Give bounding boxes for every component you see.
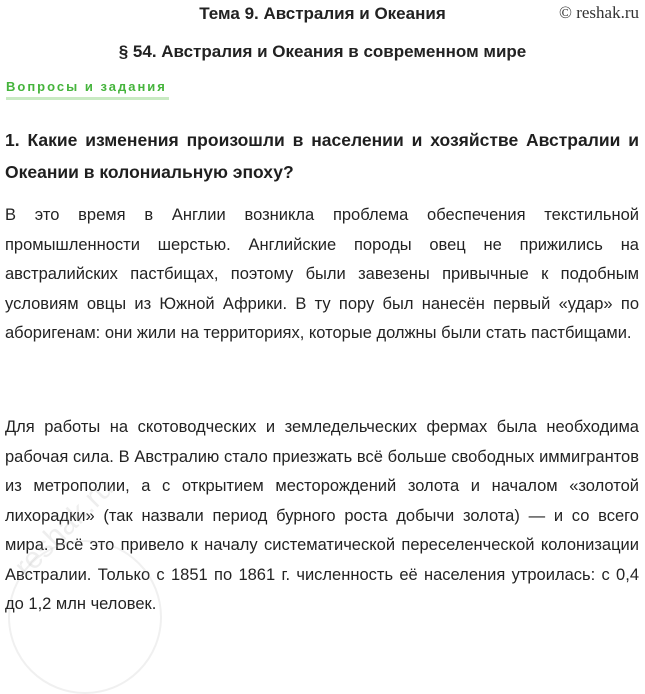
- diagonal-watermark: reshak.ru: [8, 471, 120, 584]
- topic-title: Тема 9. Австралия и Океания: [199, 4, 446, 23]
- answer-paragraph-1: В это время в Англии возникла проблема обеспечения текстильной промышленности шерстью. Английские породы овец не прижились на австралийских пастбищах, поэтому были завезены привычные к подобным условиям овцы из Южной Африки. В ту пору был нанесён первый «удар» по аборигенам: они жили на территориях, которые должны были стать пастбищами.: [5, 206, 639, 342]
- section-title: § 54. Австралия и Океания в современном мире: [118, 42, 527, 61]
- questions-label: Вопросы и задания: [6, 79, 169, 100]
- site-watermark: © reshak.ru: [559, 3, 639, 22]
- question-heading: 1. Какие изменения произошли в населении и хозяйстве Австралии и Океании в колониальную эпоху?: [5, 130, 639, 182]
- answer-paragraph-2: Для работы на скотоводческих и земледельческих фермах была необходима рабочая сила. В Австралию стало приезжать всё больше свободных иммигрантов из метрополии, а с открытием месторождений золота и началом «золотой лихорадки» (так назвали период бурного роста добычи золота) — и со всего мира. Всё это привело к началу систематической переселенческой колонизации Австралии. Только с 1851 по 1861 г. численность её населения утроилась: с 0,4 до 1,2 млн человек.: [5, 418, 639, 613]
